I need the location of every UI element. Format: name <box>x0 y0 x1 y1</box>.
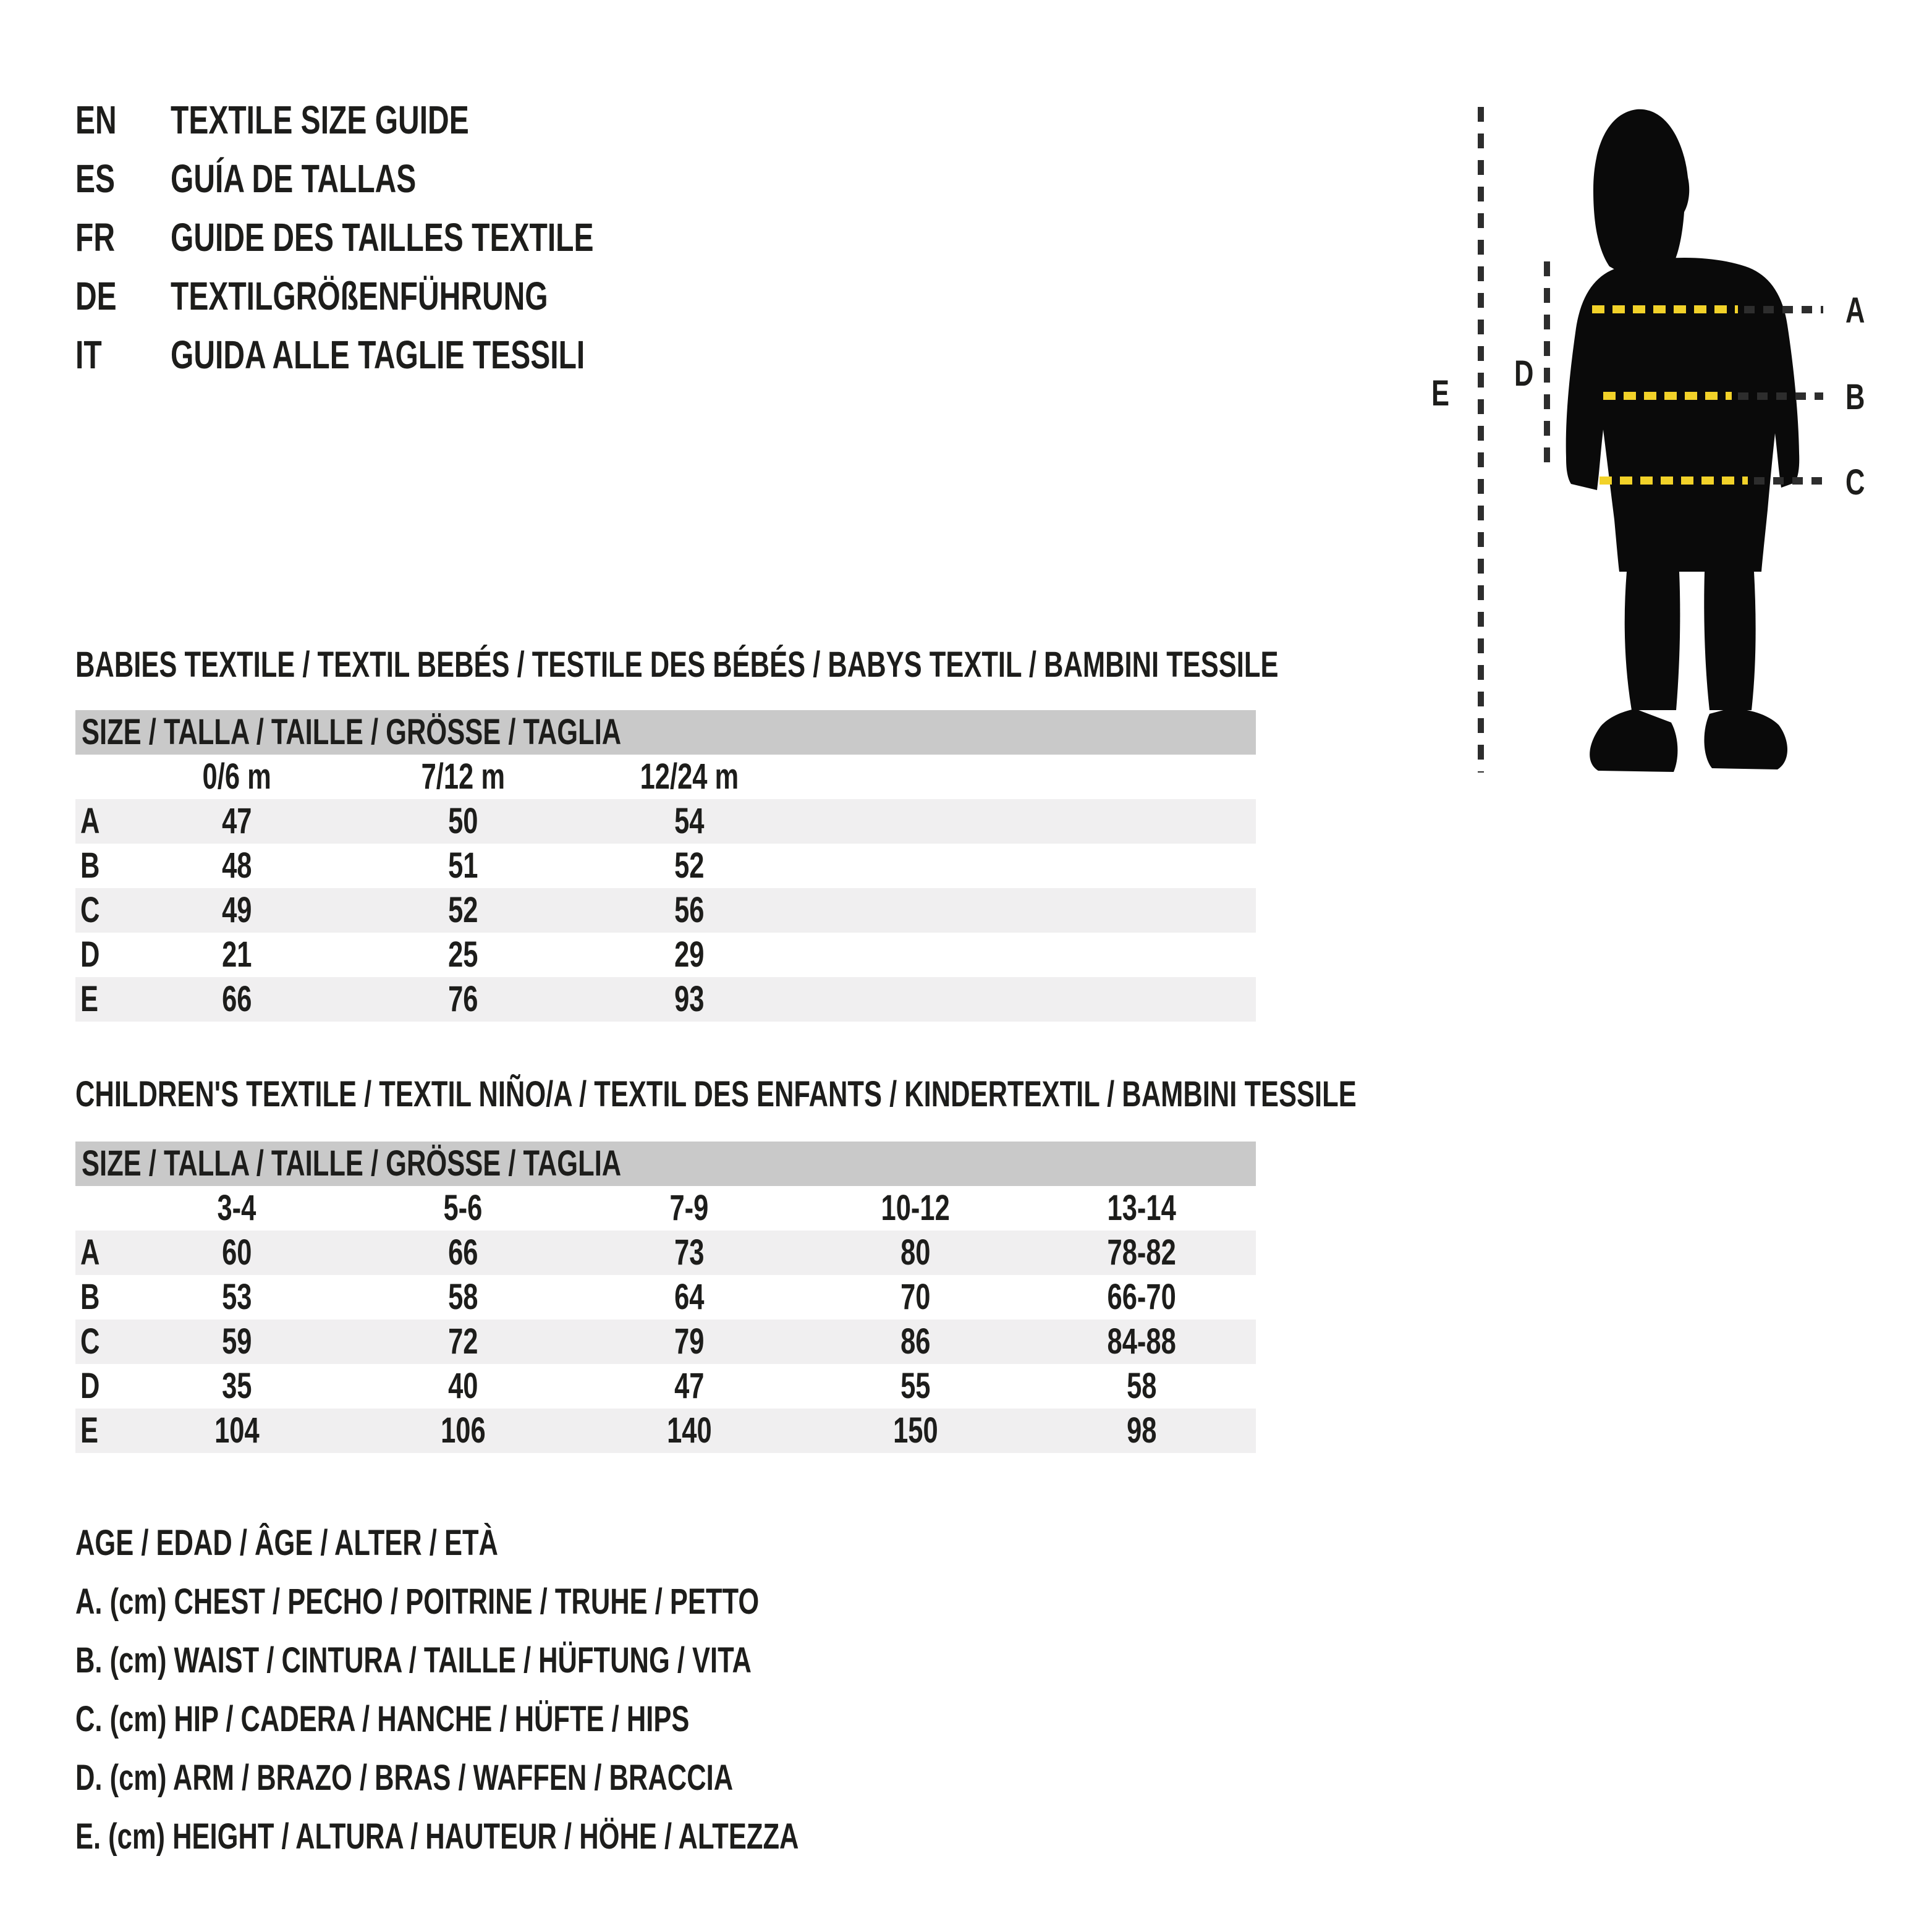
children-d-4: 55 <box>900 1366 931 1406</box>
children-row-e-label: E <box>80 1410 99 1451</box>
language-code-es: ES <box>75 156 116 201</box>
size-cell <box>350 1275 576 1320</box>
babies-section-title: BABIES TEXTILE / TEXTIL BEBÉS / TESTILE DES BÉBÉS / BABYS TEXTIL / BAMBINI TESSILE <box>75 645 1279 685</box>
children-column-label-2: 5-6 <box>443 1188 483 1228</box>
size-cell <box>802 1275 1028 1320</box>
babies-column-header-row <box>75 755 1256 799</box>
children-e-3: 140 <box>666 1410 712 1451</box>
babies-column-label-2: 7/12 m <box>421 756 505 797</box>
children-column-label-4: 10-12 <box>881 1188 950 1228</box>
size-cell <box>1028 1231 1255 1275</box>
babies-column-label-3: 12/24 m <box>640 756 739 797</box>
size-cell <box>576 1409 802 1453</box>
babies-row-e-label: E <box>80 979 99 1019</box>
children-e-5: 98 <box>1126 1410 1157 1451</box>
size-cell <box>802 1364 1028 1409</box>
chest-line-dark <box>1744 306 1823 313</box>
babies-column-header <box>124 755 350 799</box>
children-column-header <box>350 1186 576 1231</box>
children-column-header <box>802 1186 1028 1231</box>
language-title-es: GUÍA DE TALLAS <box>171 156 417 201</box>
size-cell <box>802 1320 1028 1364</box>
legend-hip: C. (cm) HIP / CADERA / HANCHE / HÜFTE / HIPS <box>75 1699 690 1739</box>
children-d-3: 47 <box>674 1366 705 1406</box>
children-row-c-label: C <box>80 1321 100 1362</box>
children-table-row-a <box>75 1231 1256 1275</box>
measure-label-c: C <box>1845 462 1865 502</box>
children-d-2: 40 <box>447 1366 478 1406</box>
babies-c-3: 56 <box>674 890 705 930</box>
hip-line-dark <box>1754 477 1823 485</box>
measure-label-e: E <box>1431 373 1450 413</box>
size-cell <box>576 799 802 844</box>
size-cell <box>124 1231 350 1275</box>
size-cell <box>350 977 576 1022</box>
size-cell <box>350 844 576 888</box>
children-b-5: 66-70 <box>1107 1277 1176 1317</box>
children-b-3: 64 <box>674 1277 705 1317</box>
children-c-4: 86 <box>900 1321 931 1362</box>
size-cell <box>576 888 802 933</box>
size-cell <box>124 1320 350 1364</box>
babies-row-c-label: C <box>80 890 100 930</box>
size-cell <box>1028 1409 1255 1453</box>
size-cell <box>576 1320 802 1364</box>
size-cell <box>576 933 802 977</box>
size-cell <box>350 888 576 933</box>
babies-size-header-text: SIZE / TALLA / TAILLE / GRÖSSE / TAGLIA <box>82 712 622 752</box>
babies-row-d-label: D <box>80 934 100 975</box>
legend-arm: D. (cm) ARM / BRAZO / BRAS / WAFFEN / BRACCIA <box>75 1758 734 1798</box>
size-cell <box>124 933 350 977</box>
babies-table-row-a <box>75 799 1256 844</box>
children-column-label-1: 3-4 <box>217 1188 256 1228</box>
children-c-2: 72 <box>447 1321 478 1362</box>
children-e-4: 150 <box>892 1410 938 1451</box>
legend-age: AGE / EDAD / ÂGE / ALTER / ETÀ <box>75 1523 498 1563</box>
children-d-5: 58 <box>1126 1366 1157 1406</box>
size-cell <box>576 844 802 888</box>
language-title-it: GUIDA ALLE TAGLIE TESSILI <box>171 333 585 377</box>
language-code-fr: FR <box>75 215 115 260</box>
size-cell <box>124 888 350 933</box>
waist-line-dark <box>1738 392 1823 400</box>
children-c-5: 84-88 <box>1107 1321 1176 1362</box>
waist-line-yellow <box>1603 392 1732 400</box>
children-column-header <box>1028 1186 1255 1231</box>
children-row-d-label: D <box>80 1366 100 1406</box>
babies-table-row-c <box>75 888 1256 933</box>
size-cell <box>350 1231 576 1275</box>
arm-measure-line-d <box>1544 261 1550 472</box>
size-cell <box>350 799 576 844</box>
size-cell <box>576 1275 802 1320</box>
size-cell <box>124 1409 350 1453</box>
legend-height: E. (cm) HEIGHT / ALTURA / HAUTEUR / HÖHE / ALTEZZA <box>75 1816 799 1857</box>
babies-e-1: 66 <box>221 979 252 1019</box>
size-cell <box>124 1364 350 1409</box>
size-cell <box>124 1275 350 1320</box>
children-size-header-text: SIZE / TALLA / TAILLE / GRÖSSE / TAGLIA <box>82 1143 622 1184</box>
size-cell <box>802 1409 1028 1453</box>
legend-waist: B. (cm) WAIST / CINTURA / TAILLE / HÜFTUNG / VITA <box>75 1640 752 1680</box>
size-cell <box>1028 1364 1255 1409</box>
size-cell <box>124 844 350 888</box>
babies-row-a-label: A <box>80 801 100 841</box>
children-a-4: 80 <box>900 1232 931 1273</box>
language-title-fr: GUIDE DES TAILLES TEXTILE <box>171 215 594 260</box>
children-column-label-3: 7-9 <box>669 1188 709 1228</box>
size-cell <box>124 799 350 844</box>
babies-column-header <box>350 755 576 799</box>
babies-b-2: 51 <box>447 845 478 886</box>
children-c-1: 59 <box>221 1321 252 1362</box>
children-table-row-c <box>75 1320 1256 1364</box>
size-cell <box>350 1364 576 1409</box>
children-column-header <box>576 1186 802 1231</box>
babies-table-row-b <box>75 844 1256 888</box>
size-cell <box>350 933 576 977</box>
hip-line-yellow <box>1599 477 1748 485</box>
size-cell <box>124 977 350 1022</box>
children-e-2: 106 <box>440 1410 486 1451</box>
children-b-1: 53 <box>221 1277 252 1317</box>
children-column-header <box>124 1186 350 1231</box>
babies-d-2: 25 <box>447 934 478 975</box>
children-table-row-e <box>75 1409 1256 1453</box>
language-code-de: DE <box>75 274 117 318</box>
children-d-1: 35 <box>221 1366 252 1406</box>
children-a-1: 60 <box>221 1232 252 1273</box>
chest-line-yellow <box>1592 305 1738 313</box>
babies-d-1: 21 <box>221 934 252 975</box>
babies-a-3: 54 <box>674 801 705 841</box>
children-section-title: CHILDREN'S TEXTILE / TEXTIL NIÑO/A / TEXTIL DES ENFANTS / KINDERTEXTIL / BAMBINI TESSILE <box>75 1074 1357 1114</box>
children-column-header-row <box>75 1186 1256 1231</box>
babies-c-2: 52 <box>447 890 478 930</box>
children-column-label-5: 13-14 <box>1107 1188 1176 1228</box>
babies-column-label-1: 0/6 m <box>202 756 271 797</box>
measure-label-d: D <box>1514 354 1534 394</box>
children-a-3: 73 <box>674 1232 705 1273</box>
children-b-2: 58 <box>447 1277 478 1317</box>
babies-b-3: 52 <box>674 845 705 886</box>
babies-e-2: 76 <box>447 979 478 1019</box>
children-c-3: 79 <box>674 1321 705 1362</box>
measure-label-a: A <box>1845 290 1865 331</box>
size-cell <box>576 1364 802 1409</box>
babies-table-row-e <box>75 977 1256 1022</box>
size-cell <box>1028 1320 1255 1364</box>
babies-e-3: 93 <box>674 979 705 1019</box>
babies-column-header <box>576 755 802 799</box>
children-table-row-d <box>75 1364 1256 1409</box>
legend-chest: A. (cm) CHEST / PECHO / POITRINE / TRUHE / PETTO <box>75 1582 760 1622</box>
size-cell <box>350 1320 576 1364</box>
children-row-a-label: A <box>80 1232 100 1273</box>
language-title-en: TEXTILE SIZE GUIDE <box>171 98 469 142</box>
size-cell <box>350 1409 576 1453</box>
babies-b-1: 48 <box>221 845 252 886</box>
babies-a-2: 50 <box>447 801 478 841</box>
size-cell <box>576 1231 802 1275</box>
size-cell <box>802 1231 1028 1275</box>
language-title-de: TEXTILGRÖßENFÜHRUNG <box>171 274 548 318</box>
children-table-row-b <box>75 1275 1256 1320</box>
children-b-4: 70 <box>900 1277 931 1317</box>
size-cell <box>1028 1275 1255 1320</box>
children-size-header-bar <box>75 1142 1256 1186</box>
children-a-5: 78-82 <box>1107 1232 1176 1273</box>
language-code-en: EN <box>75 98 117 142</box>
language-code-it: IT <box>75 333 102 377</box>
babies-row-b-label: B <box>80 845 100 886</box>
babies-size-header-bar <box>75 710 1256 755</box>
babies-a-1: 47 <box>221 801 252 841</box>
size-cell <box>576 977 802 1022</box>
babies-d-3: 29 <box>674 934 705 975</box>
children-e-1: 104 <box>214 1410 260 1451</box>
babies-table-row-d <box>75 933 1256 977</box>
children-row-b-label: B <box>80 1277 100 1317</box>
children-a-2: 66 <box>447 1232 478 1273</box>
babies-c-1: 49 <box>221 890 252 930</box>
measure-label-b: B <box>1845 377 1865 417</box>
